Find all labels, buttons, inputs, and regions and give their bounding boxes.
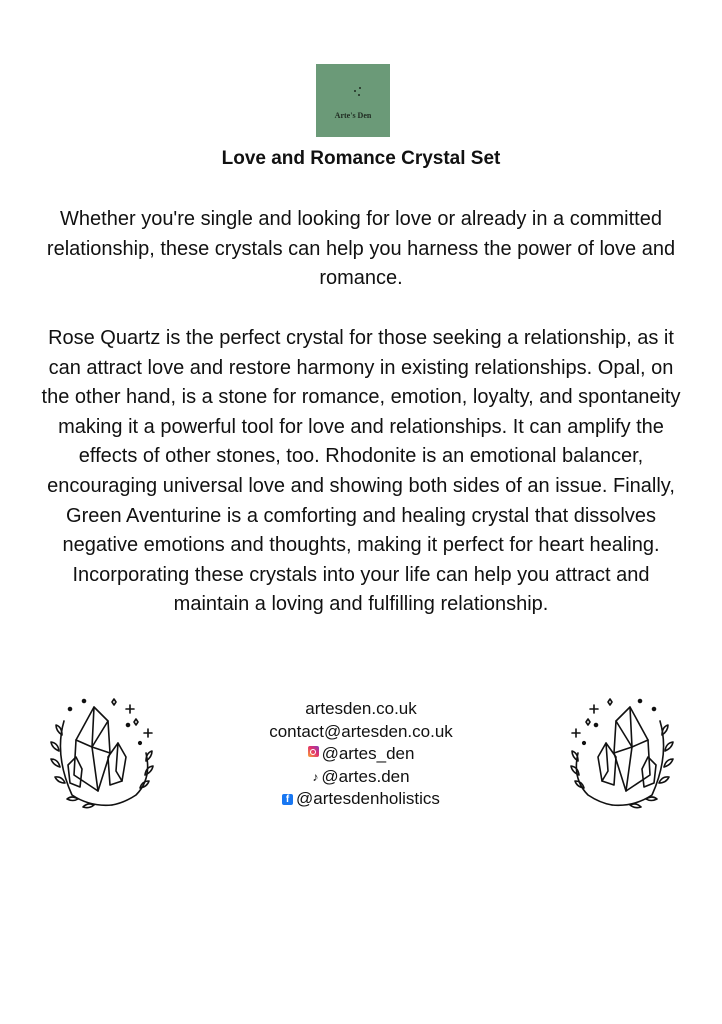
crescent-moon-icon (316, 64, 390, 137)
instagram-row (211, 743, 511, 766)
facebook-handle[interactable]: @artesdenholistics (296, 789, 440, 808)
intro-paragraph: Whether you're single and looking for love or already in a committed relationship, these crystals can help you harness the power of love and romance. (46, 208, 676, 290)
brand-logo (316, 64, 390, 137)
email-link[interactable]: contact@artesden.co.uk (269, 721, 453, 741)
facebook-row (211, 788, 511, 811)
crystals-paragraph: Rose Quartz is the perfect crystal for those seeking a relationship, as it can attract love and restore harmony in existing relationships. Opal, on the other hand, is a stone for romance, emotion, loyalty, and spontaneity making it a powerful tool for love and relationships. It can amplify the effects of other stones, too. Rhodonite is an emotional balancer, encouraging universal love and showing both sides of an issue. Finally, Green Aventurine is a comforting and healing crystal that dissolves negative emotions and thoughts, making it perfect for heart healing. Incorporating these crystals into your life can help you attract and maintain a loving and fulfilling relationship. (41, 327, 681, 616)
tiktok-icon: ♪ (312, 769, 319, 784)
tiktok-handle[interactable]: @artes.den (321, 766, 410, 786)
instagram-icon (308, 746, 319, 757)
instagram-handle[interactable]: @artes_den (321, 744, 415, 763)
logo-text: Arte's Den (334, 111, 372, 120)
facebook-icon: f (282, 794, 293, 805)
website-link[interactable]: artesden.co.uk (305, 699, 417, 718)
crystal-wreath-icon (50, 695, 158, 810)
contact-block (211, 698, 511, 811)
page-title: Love and Romance Crystal Set (221, 148, 501, 169)
crystal-wreath-icon (566, 695, 674, 810)
tiktok-row (211, 766, 511, 789)
